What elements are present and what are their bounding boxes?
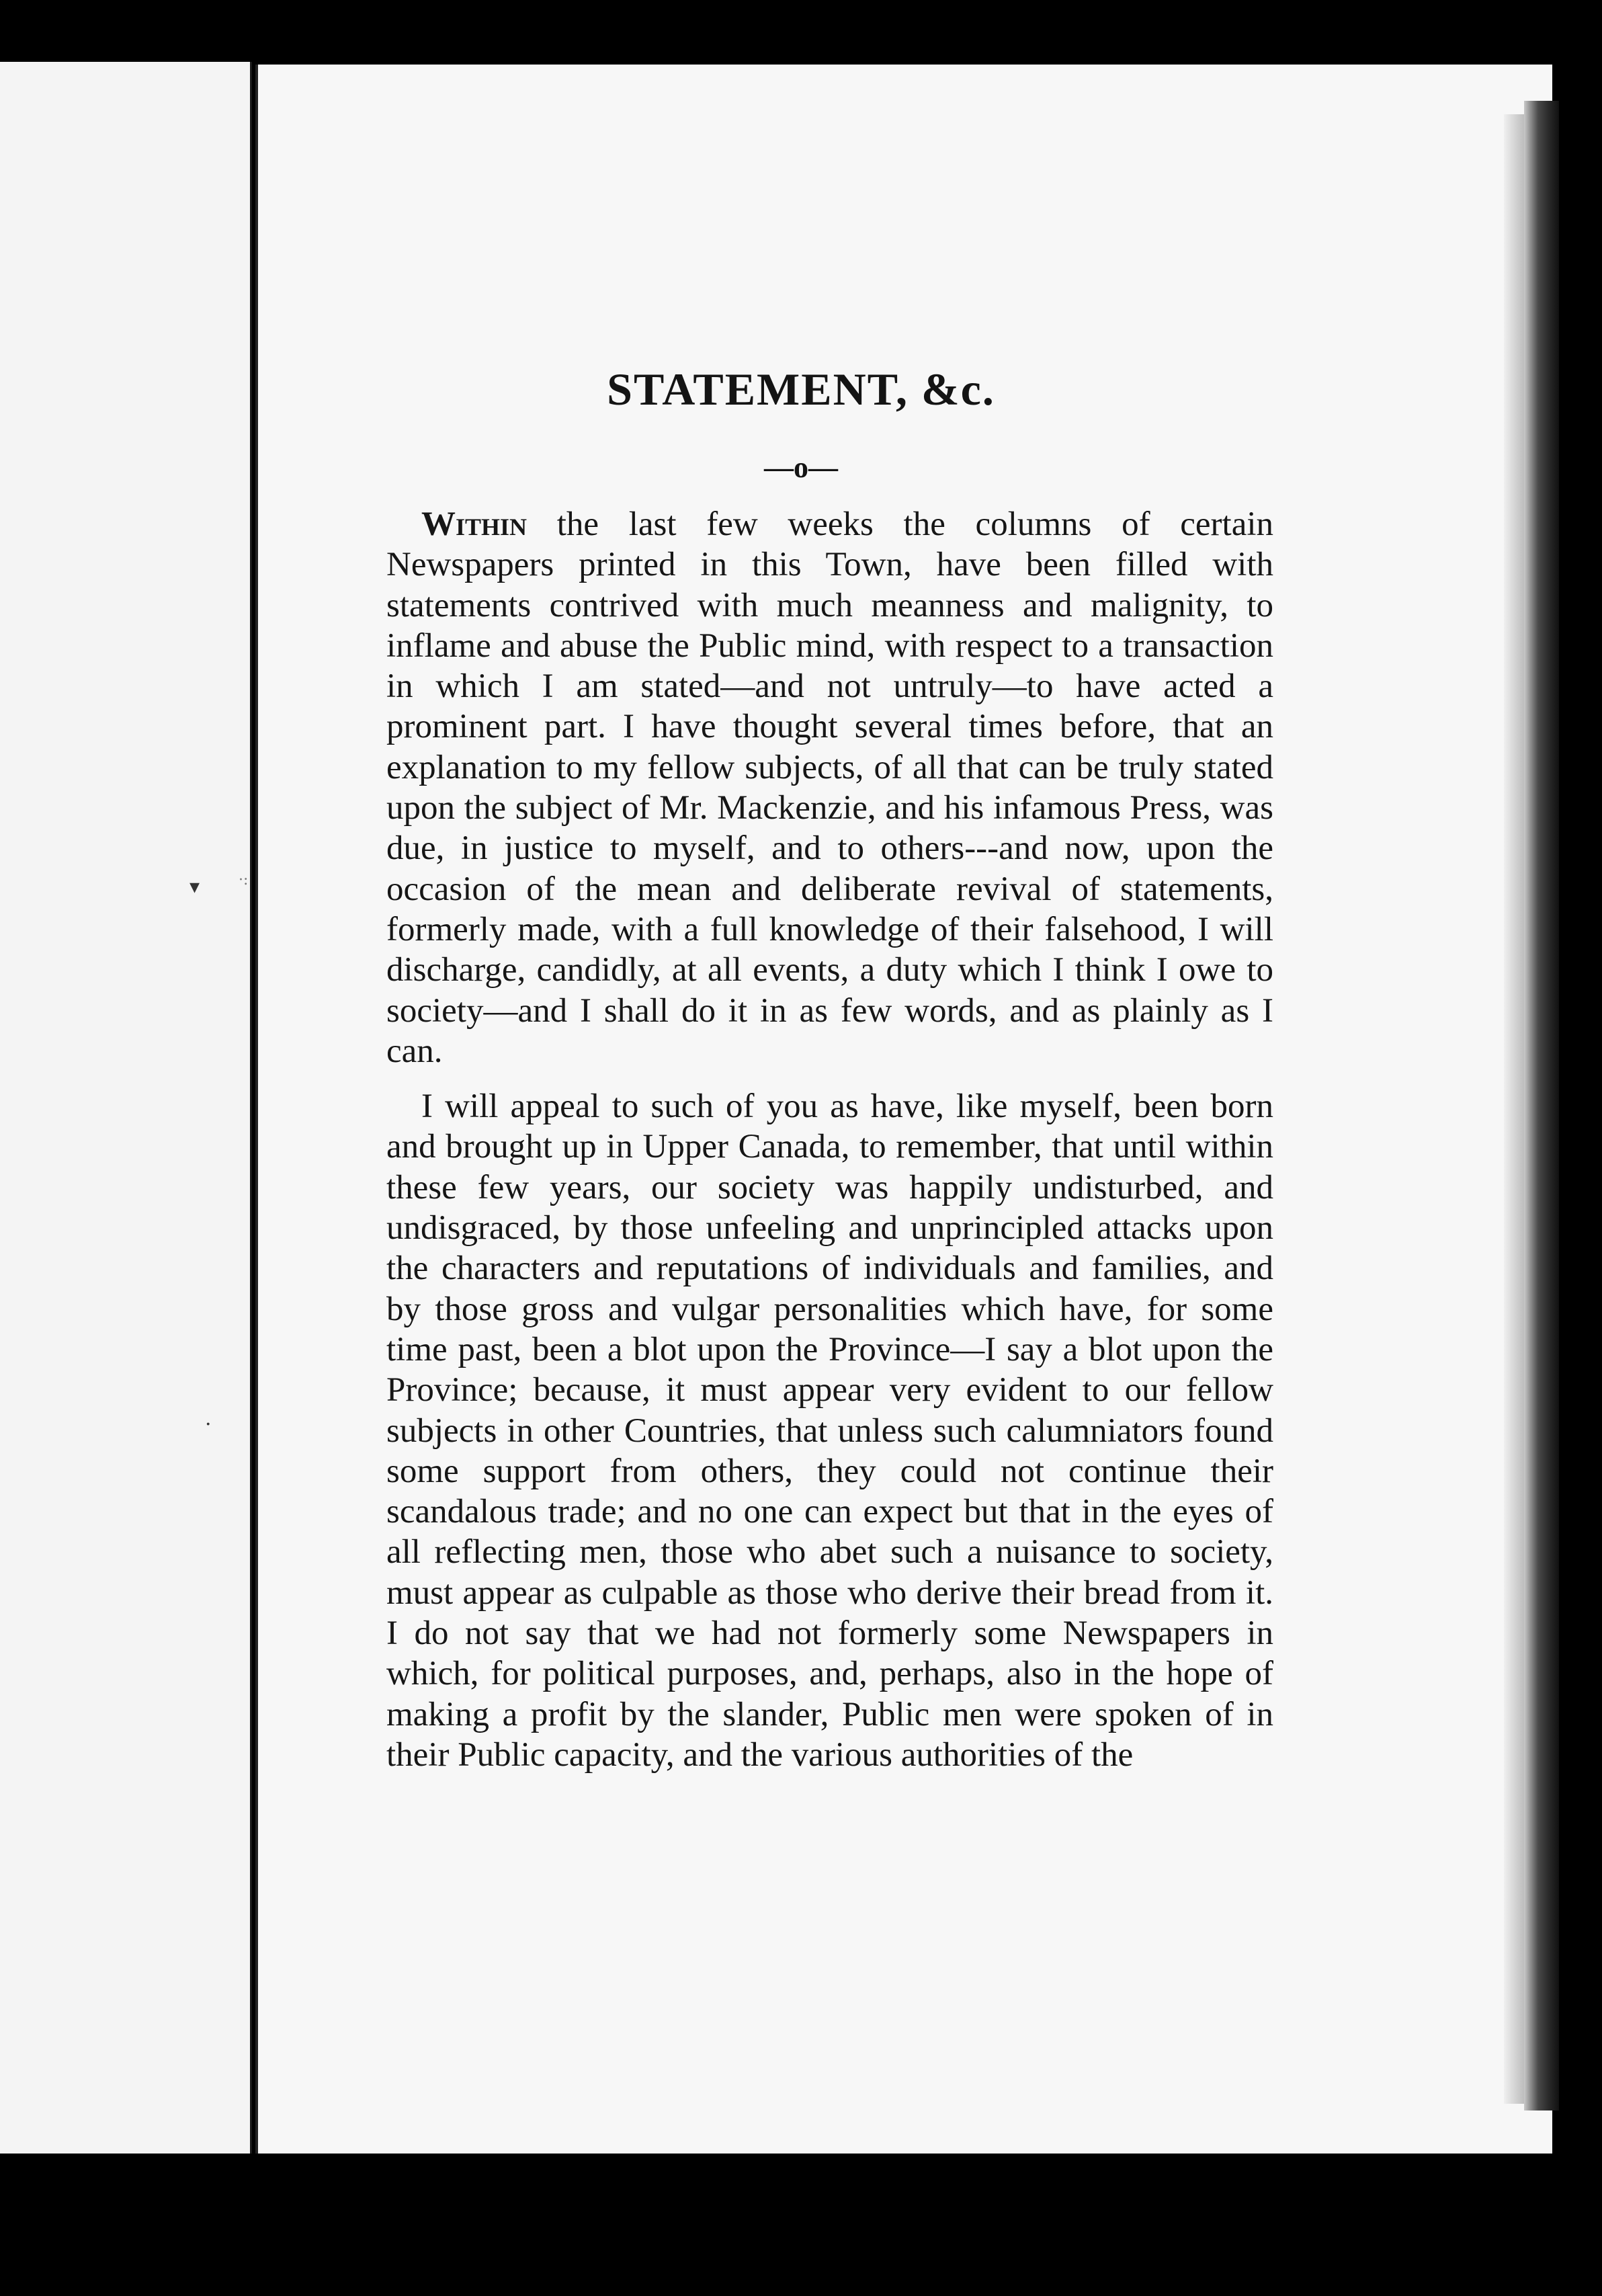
page-title: STATEMENT, &c. — [607, 364, 995, 415]
paragraph — [386, 1086, 1273, 1775]
margin-mark: · — [205, 1413, 212, 1436]
title-ornament: —o— — [764, 451, 838, 484]
paragraph-text: I will appeal to such of you as have, like myself, been born and brought up in Upper Canada, to remember, that until within these few years, our society was happily undisturbed, and undisgraced, by those unfeeling and unprincipled attacks upon the characters and reputations of individuals and families, and by those gross and vulgar personalities which have, for some time past, been a blot upon the Province—I say a blot upon the Province; because, it must appear very evident to our fellow subjects in other Countries, that unless such calumniators found some support from others, they could not continue their scandalous trade; and no one can expect but that in the eyes of all reflecting men, those who abet such a nuisance to society, must appear as culpable as those who derive their bread from it. I do not say that we had not formerly some Newspapers in which, for political purposes, and, perhaps, also in the hope of making a profit by the slander, Public men were spoken of in their Public capacity, and the various authorities of the — [386, 1088, 1273, 1774]
paragraph — [386, 504, 1273, 1071]
paragraph-lead-word: Within — [421, 505, 528, 543]
paragraph-text: the last few weeks the columns of certain Newspapers printed in this Town, have been filled with statements contrived with much meanness and malignity, to inflame and abuse the Public mind, with respect to a transaction in which I am stated—and not untruly—to have acted a prominent part. I have thought several times before, that an explanation to my fellow subjects, of all that can be truly stated upon the subject of Mr. Mackenzie, and his infamous Press, was due, in justice to myself, and to others---and now, upon the occasion of the mean and deliberate revival of statements, formerly made, with a full knowledge of their falsehood, I will discharge, candidly, at all events, a duty which I think I owe to society—and I shall do it in as few words, and as plainly as I can. — [386, 505, 1273, 1070]
margin-mark: ▾ — [189, 875, 200, 899]
margin-mark: ·: — [239, 872, 249, 889]
body-text — [386, 504, 1273, 1775]
